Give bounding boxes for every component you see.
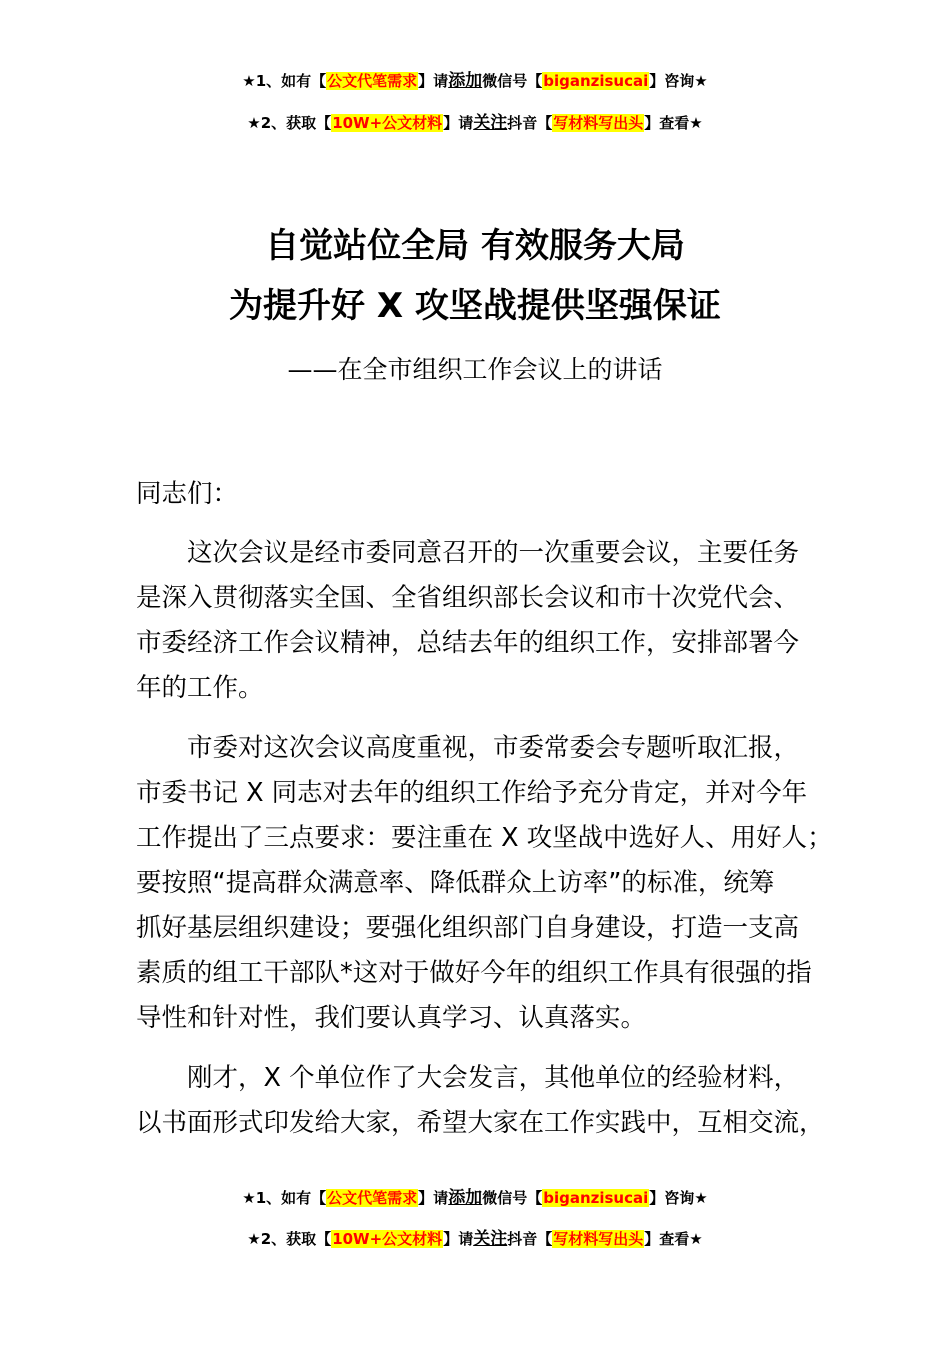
document-subtitle: ——在全市组织工作会议上的讲话 bbox=[287, 355, 663, 384]
highlight-text: 10W+公文材料 bbox=[332, 114, 443, 132]
paragraph-line: 市委对这次会议高度重视，市委常委会专题听取汇报， bbox=[187, 733, 800, 763]
paragraph-line: 年的工作。 bbox=[136, 673, 264, 703]
header-text: 】咨询★ bbox=[649, 72, 708, 90]
paragraph-line: 市委经济工作会议精神，总结去年的组织工作，安排部署今 bbox=[136, 628, 800, 658]
underlined-text: 关注 bbox=[473, 1229, 508, 1249]
header-text: 】查看★ bbox=[644, 114, 703, 132]
header-text: ★2、获取【 bbox=[247, 114, 332, 132]
document-title-line-2: 为提升好 X 攻坚战提供坚强保证 bbox=[229, 286, 721, 326]
paragraph-line: 工作提出了三点要求：要注重在 X 攻坚战中选好人、用好人； bbox=[136, 823, 833, 853]
footer-line-2 bbox=[0, 1229, 950, 1249]
paragraph-2 bbox=[136, 726, 856, 1041]
greeting: 同志们： bbox=[136, 479, 239, 509]
footer-text: ★2、获取【 bbox=[247, 1230, 332, 1248]
highlight-text: biganzisucai bbox=[543, 1189, 649, 1207]
footer-line-1 bbox=[0, 1188, 950, 1208]
paragraph-line: 以书面形式印发给大家，希望大家在工作实践中，互相交流， bbox=[136, 1108, 825, 1138]
paragraph-3 bbox=[136, 1056, 856, 1146]
footer-text: 】咨询★ bbox=[649, 1189, 708, 1207]
header-text: 微信号【 bbox=[482, 72, 543, 90]
highlight-text: 10W+公文材料 bbox=[332, 1230, 443, 1248]
footer-text: 抖音【 bbox=[507, 1230, 553, 1248]
header-text: ★1、如有【 bbox=[242, 72, 327, 90]
paragraph-1 bbox=[136, 531, 856, 711]
paragraph-line: 素质的组工干部队*这对于做好今年的组织工作具有很强的指 bbox=[136, 958, 812, 988]
footer-text: 】查看★ bbox=[644, 1230, 703, 1248]
footer-text: 微信号【 bbox=[482, 1189, 543, 1207]
paragraph-line: 要按照“提高群众满意率、降低群众上访率”的标准，统筹 bbox=[136, 868, 775, 898]
header-text: 】请 bbox=[418, 72, 449, 90]
footer-text: ★1、如有【 bbox=[242, 1189, 327, 1207]
underlined-text: 关注 bbox=[473, 113, 508, 133]
footer-text: 】请 bbox=[443, 1230, 474, 1248]
paragraph-line: 市委书记 X 同志对去年的组织工作给予充分肯定，并对今年 bbox=[136, 778, 808, 808]
highlight-text: 写材料写出头 bbox=[553, 114, 644, 132]
paragraph-line: 导性和针对性，我们要认真学习、认真落实。 bbox=[136, 1003, 647, 1033]
highlight-text: 公文代笔需求 bbox=[327, 72, 418, 90]
paragraph-line: 是深入贯彻落实全国、全省组织部长会议和市十次党代会、 bbox=[136, 583, 800, 613]
highlight-text: 公文代笔需求 bbox=[327, 1189, 418, 1207]
header-line-1 bbox=[0, 71, 950, 91]
underlined-text: 添加 bbox=[448, 1188, 483, 1208]
header-text: 】请 bbox=[443, 114, 474, 132]
document-title-line-1: 自觉站位全局 有效服务大局 bbox=[265, 226, 685, 266]
highlight-text: 写材料写出头 bbox=[553, 1230, 644, 1248]
highlight-text: biganzisucai bbox=[543, 72, 649, 90]
paragraph-line: 这次会议是经市委同意召开的一次重要会议，主要任务 bbox=[187, 538, 800, 568]
paragraph-line: 刚才，X 个单位作了大会发言，其他单位的经验材料， bbox=[187, 1063, 800, 1093]
header-line-2 bbox=[0, 113, 950, 133]
header-text: 抖音【 bbox=[507, 114, 553, 132]
footer-text: 】请 bbox=[418, 1189, 449, 1207]
underlined-text: 添加 bbox=[448, 71, 483, 91]
paragraph-line: 抓好基层组织建设；要强化组织部门自身建设，打造一支高 bbox=[136, 913, 800, 943]
